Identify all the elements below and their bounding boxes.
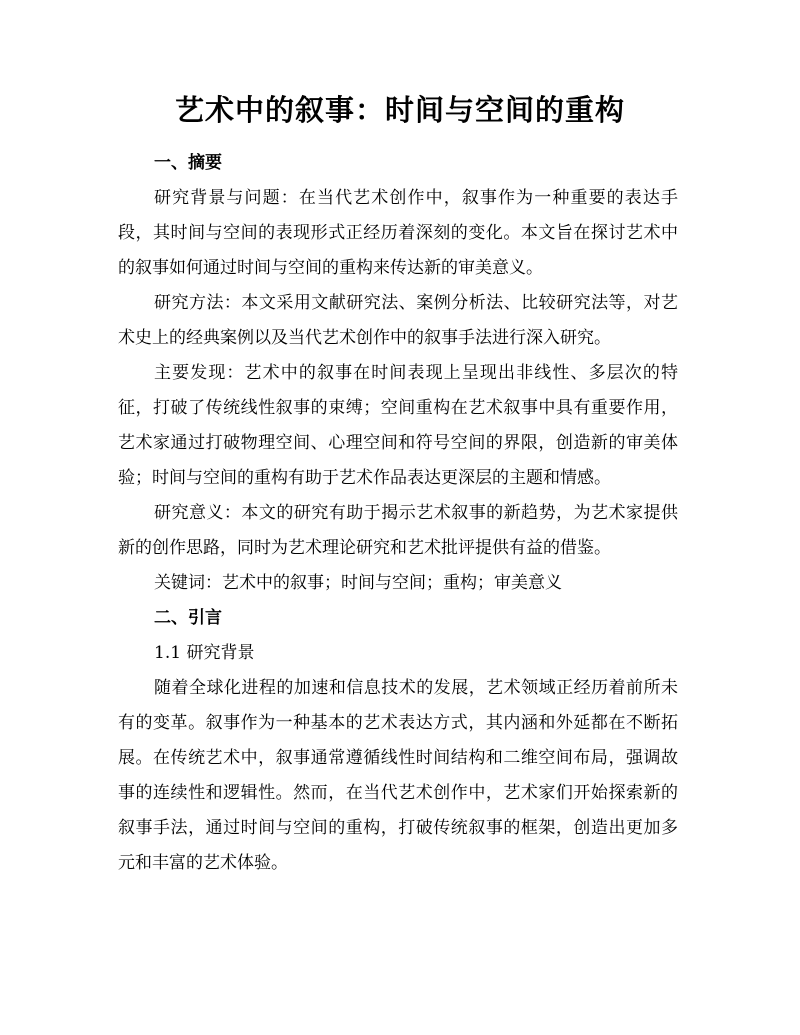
abstract-significance-paragraph: 研究意义：本文的研究有助于揭示艺术叙事的新趋势，为艺术家提供新的创作思路，同时为艺术理论研究和艺术批评提供有益的借鉴。: [118, 503, 678, 558]
abstract-findings-paragraph: 主要发现：艺术中的叙事在时间表现上呈现出非线性、多层次的特征，打破了传统线性叙事的束缚；空间重构在艺术叙事中具有重要作用，艺术家通过打破物理空间、心理空间和符号空间的界限，创造新的审美体验；时间与空间的重构有助于艺术作品表达更深层的主题和情感。: [118, 363, 678, 488]
document-body: [118, 146, 678, 881]
document-title: 艺术中的叙事：时间与空间的重构: [174, 93, 625, 127]
keywords-line: 关键词：艺术中的叙事；时间与空间；重构；审美意义: [154, 573, 562, 593]
abstract-methods-paragraph: 研究方法：本文采用文献研究法、案例分析法、比较研究法等，对艺术史上的经典案例以及当代艺术创作中的叙事手法进行深入研究。: [118, 293, 678, 348]
section-heading-abstract: 一、摘要: [154, 153, 222, 173]
section-heading-introduction: 二、引言: [154, 608, 222, 628]
abstract-background-paragraph: 研究背景与问题：在当代艺术创作中，叙事作为一种重要的表达手段，其时间与空间的表现形式正经历着深刻的变化。本文旨在探讨艺术中的叙事如何通过时间与空间的重构来传达新的审美意义。: [118, 188, 678, 278]
subsection-heading-background: 1.1 研究背景: [154, 643, 255, 663]
introduction-paragraph: 随着全球化进程的加速和信息技术的发展，艺术领域正经历着前所未有的变革。叙事作为一种基本的艺术表达方式，其内涵和外延都在不断拓展。在传统艺术中，叙事通常遵循线性时间结构和二维空间布局，强调故事的连续性和逻辑性。然而，在当代艺术创作中，艺术家们开始探索新的叙事手法，通过时间与空间的重构，打破传统叙事的框架，创造出更加多元和丰富的艺术体验。: [118, 678, 678, 873]
